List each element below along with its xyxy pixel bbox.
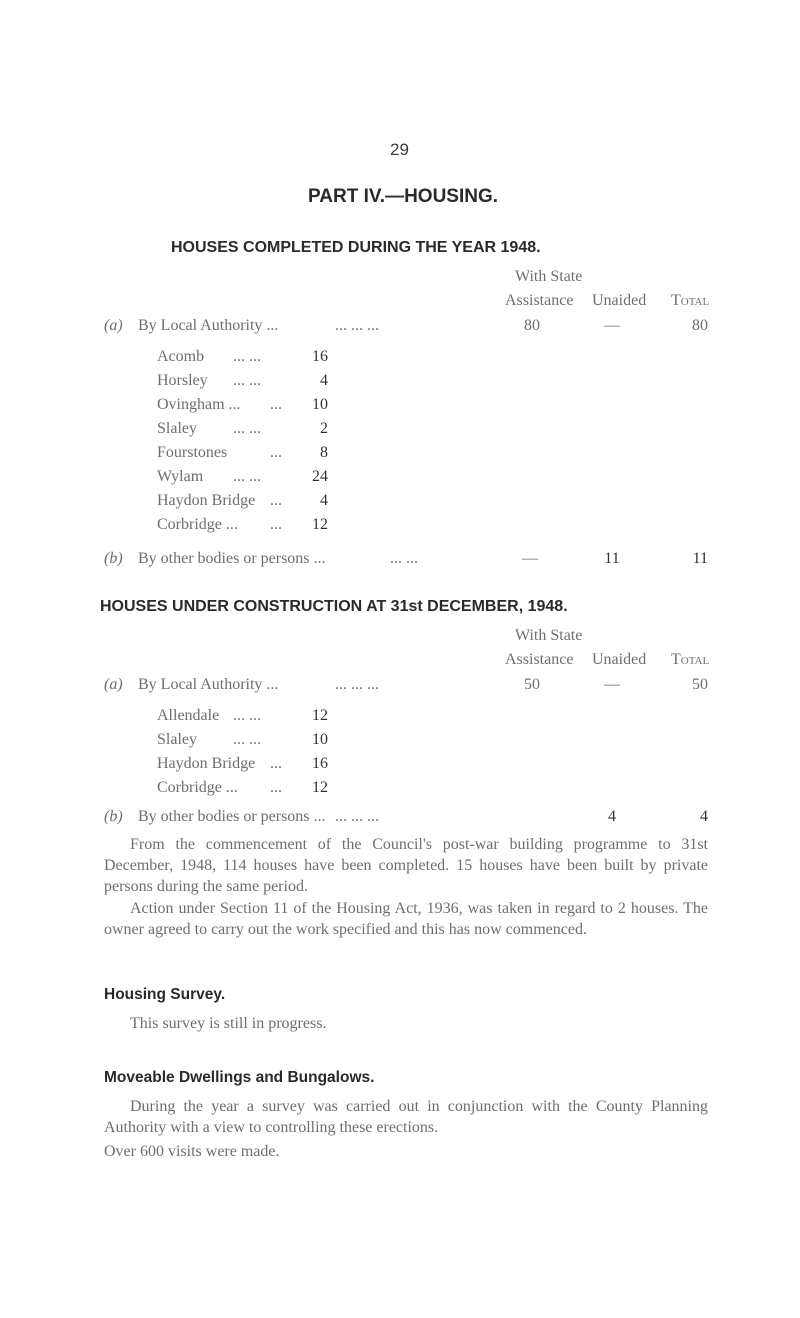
completed-a-dots: ... ... ... bbox=[335, 317, 379, 334]
construction-b-unaided: 4 bbox=[608, 808, 616, 825]
completed-header-state-2: Assistance bbox=[505, 292, 574, 309]
completed-a-unaided: — bbox=[604, 317, 620, 334]
completed-b-state: — bbox=[522, 550, 538, 567]
completed-header-state-1: With State bbox=[515, 268, 583, 285]
completed-b-unaided: 11 bbox=[604, 550, 620, 567]
completed-b-dots: ... ... bbox=[390, 550, 418, 567]
construction-item-count: 10 bbox=[312, 731, 328, 748]
completed-item-dots: ... ... bbox=[233, 420, 261, 437]
completed-item-count: 24 bbox=[312, 468, 328, 485]
completed-item-name: Fourstones bbox=[157, 444, 228, 461]
construction-header-state-1: With State bbox=[515, 627, 583, 644]
completed-item-dots: ... bbox=[270, 444, 282, 461]
construction-item-name: Allendale bbox=[157, 707, 220, 724]
construction-a-marker: (a) bbox=[104, 676, 123, 693]
construction-b-dots: ... ... ... bbox=[335, 808, 379, 825]
completed-item-name: Acomb bbox=[157, 348, 205, 365]
page-number: 29 bbox=[390, 140, 409, 159]
completed-header-unaided: Unaided bbox=[592, 292, 647, 309]
completed-b-label: By other bodies or persons ... bbox=[138, 550, 326, 567]
construction-header-total: Total bbox=[671, 651, 710, 668]
completed-title: HOUSES COMPLETED DURING THE YEAR 1948. bbox=[171, 239, 541, 256]
construction-b-total: 4 bbox=[700, 808, 708, 825]
moveable-dwellings-visits: Over 600 visits were made. bbox=[104, 1143, 280, 1160]
construction-item-name: Haydon Bridge bbox=[157, 755, 256, 772]
completed-item-name: Haydon Bridge bbox=[157, 492, 256, 509]
part-title: PART IV.—HOUSING. bbox=[308, 186, 499, 207]
construction-item-dots: ... ... bbox=[233, 707, 261, 724]
completed-b-total: 11 bbox=[692, 550, 708, 567]
completed-item-dots: ... bbox=[270, 492, 282, 509]
construction-item-count: 12 bbox=[312, 707, 328, 724]
construction-a-total: 50 bbox=[692, 676, 708, 693]
construction-a-dots: ... ... ... bbox=[335, 676, 379, 693]
moveable-dwellings-text: During the year a survey was carried out in conjunction with the County Planning Authority with a view to controlling these erections. bbox=[104, 1098, 708, 1136]
completed-a-state: 80 bbox=[524, 317, 540, 334]
paragraph-section-11-action: Action under Section 11 of the Housing Act, 1936, was taken in regard to 2 houses. The owner agreed to carry out the work specified and this has now commenced. bbox=[104, 900, 708, 938]
completed-item-name: Corbridge ... bbox=[157, 516, 238, 533]
construction-a-unaided: — bbox=[604, 676, 620, 693]
completed-item-dots: ... bbox=[270, 516, 282, 533]
construction-title: HOUSES UNDER CONSTRUCTION AT 31st DECEMBER, 1948. bbox=[100, 598, 568, 615]
completed-item-count: 2 bbox=[320, 420, 328, 437]
construction-header-state-2: Assistance bbox=[505, 651, 574, 668]
completed-item-dots: ... bbox=[270, 396, 282, 413]
construction-a-state: 50 bbox=[524, 676, 540, 693]
paragraph-post-war-programme: From the commencement of the Council's post-war building programme to 31st December, 1948, 114 houses have been completed. 15 houses have been built by private persons during the same period. bbox=[104, 836, 708, 895]
construction-a-label: By Local Authority ... bbox=[138, 676, 279, 693]
housing-survey-heading: Housing Survey. bbox=[104, 986, 226, 1003]
completed-item-count: 8 bbox=[320, 444, 328, 461]
construction-item-name: Slaley bbox=[157, 731, 197, 748]
moveable-dwellings-heading: Moveable Dwellings and Bungalows. bbox=[104, 1069, 375, 1086]
construction-b-marker: (b) bbox=[104, 808, 123, 825]
construction-item-count: 12 bbox=[312, 779, 328, 796]
completed-item-count: 10 bbox=[312, 396, 328, 413]
construction-item-count: 16 bbox=[312, 755, 328, 772]
completed-item-name: Slaley bbox=[157, 420, 197, 437]
construction-item-name: Corbridge ... bbox=[157, 779, 238, 796]
construction-item-dots: ... bbox=[270, 755, 282, 772]
construction-item-dots: ... bbox=[270, 779, 282, 796]
completed-item-name: Horsley bbox=[157, 372, 208, 389]
completed-header-total: Total bbox=[671, 292, 710, 309]
completed-item-count: 16 bbox=[312, 348, 328, 365]
completed-a-label: By Local Authority ... bbox=[138, 317, 279, 334]
completed-item-name: Ovingham ... bbox=[157, 396, 241, 413]
completed-b-marker: (b) bbox=[104, 550, 123, 567]
completed-item-dots: ... ... bbox=[233, 468, 261, 485]
housing-survey-text: This survey is still in progress. bbox=[130, 1015, 327, 1032]
construction-item-dots: ... ... bbox=[233, 731, 261, 748]
completed-item-dots: ... ... bbox=[233, 348, 261, 365]
completed-a-total: 80 bbox=[692, 317, 708, 334]
completed-item-name: Wylam bbox=[157, 468, 204, 485]
construction-b-label: By other bodies or persons ... bbox=[138, 808, 326, 825]
completed-item-count: 4 bbox=[320, 492, 328, 509]
completed-a-marker: (a) bbox=[104, 317, 123, 334]
completed-item-count: 4 bbox=[320, 372, 328, 389]
completed-item-dots: ... ... bbox=[233, 372, 261, 389]
construction-header-unaided: Unaided bbox=[592, 651, 647, 668]
completed-item-count: 12 bbox=[312, 516, 328, 533]
